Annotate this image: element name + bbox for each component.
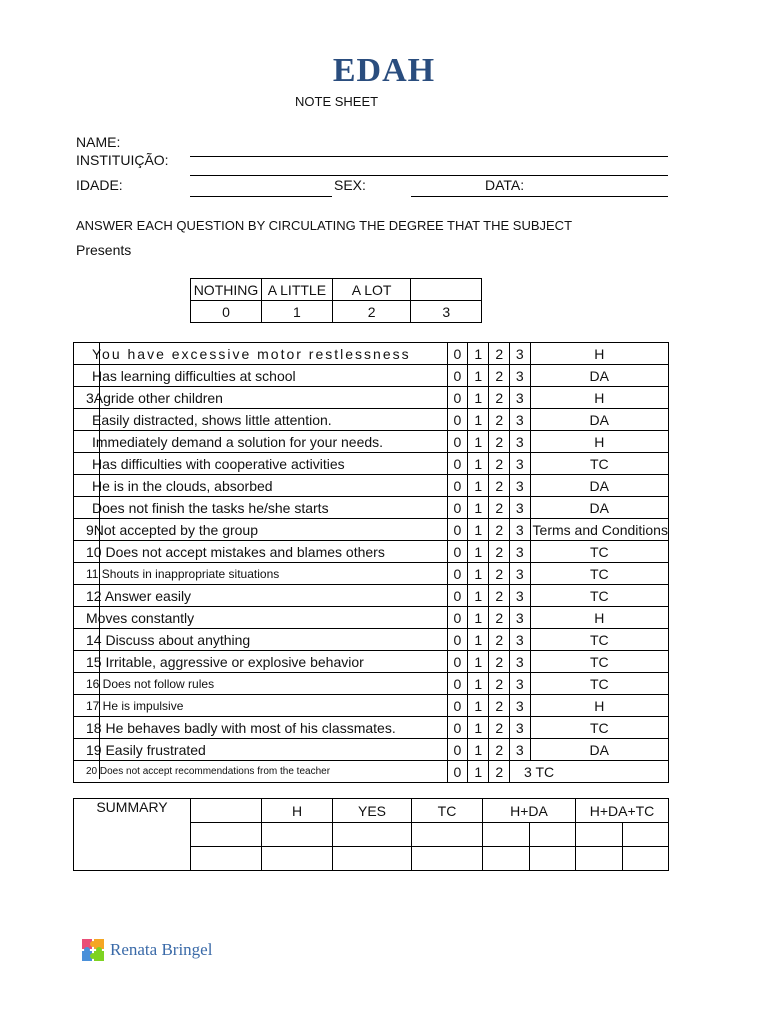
item-score-1[interactable]: 1	[468, 475, 489, 497]
summary-cell[interactable]	[576, 847, 623, 871]
summary-header-tc: TC	[412, 799, 483, 823]
item-score-0[interactable]: 0	[447, 673, 468, 695]
item-score-2[interactable]: 2	[489, 563, 510, 585]
item-question: Immediately demand a solution for your needs.	[74, 431, 448, 453]
summary-cell[interactable]	[412, 823, 483, 847]
item-score-3[interactable]: 3	[510, 453, 531, 475]
item-score-3[interactable]: 3	[510, 739, 531, 761]
item-question: Does not finish the tasks he/she starts	[74, 497, 448, 519]
item-score-0[interactable]: 0	[447, 365, 468, 387]
summary-cell[interactable]	[191, 823, 262, 847]
item-score-1[interactable]: 1	[468, 541, 489, 563]
scale-header-2: A LOT	[332, 279, 411, 301]
item-score-3-category[interactable]: 3 TC	[510, 761, 669, 783]
item-score-3[interactable]: 3	[510, 519, 531, 541]
summary-cell[interactable]	[262, 823, 333, 847]
item-category: H	[530, 431, 668, 453]
item-question: Has learning difficulties at school	[74, 365, 448, 387]
item-row	[74, 497, 669, 519]
item-row	[74, 607, 669, 629]
item-score-3[interactable]: 3	[510, 717, 531, 739]
item-score-2[interactable]: 2	[489, 343, 510, 365]
item-score-2[interactable]: 2	[489, 409, 510, 431]
summary-header-h-da-tc: H+DA+TC	[576, 799, 669, 823]
item-score-0[interactable]: 0	[447, 629, 468, 651]
summary-cell[interactable]	[262, 847, 333, 871]
item-score-3[interactable]: 3	[510, 607, 531, 629]
item-score-0[interactable]: 0	[447, 695, 468, 717]
item-score-2[interactable]: 2	[489, 431, 510, 453]
logo	[80, 937, 212, 963]
item-row	[74, 365, 669, 387]
item-category: TC	[530, 629, 668, 651]
item-score-2[interactable]: 2	[489, 695, 510, 717]
item-score-3[interactable]: 3	[510, 629, 531, 651]
item-question: 18 He behaves badly with most of his classmates.	[74, 717, 448, 739]
item-row	[74, 629, 669, 651]
item-score-1[interactable]: 1	[468, 695, 489, 717]
item-score-3[interactable]: 3	[510, 431, 531, 453]
item-category: H	[530, 695, 668, 717]
item-score-2[interactable]: 2	[489, 541, 510, 563]
summary-cell[interactable]	[529, 847, 576, 871]
age-label: IDADE:	[76, 177, 123, 193]
item-score-2[interactable]: 2	[489, 761, 510, 783]
item-score-3[interactable]: 3	[510, 695, 531, 717]
summary-cell[interactable]	[483, 823, 530, 847]
item-score-1[interactable]: 1	[468, 431, 489, 453]
puzzle-logo-icon	[80, 937, 106, 963]
summary-cell[interactable]	[412, 847, 483, 871]
summary-cell[interactable]	[576, 823, 623, 847]
item-category: Terms and Conditions	[530, 519, 668, 541]
institution-line[interactable]	[190, 175, 668, 176]
item-score-1[interactable]: 1	[468, 519, 489, 541]
item-score-3[interactable]: 3	[510, 651, 531, 673]
item-question: 14 Discuss about anything	[74, 629, 448, 651]
item-score-1[interactable]: 1	[468, 739, 489, 761]
item-score-3[interactable]: 3	[510, 673, 531, 695]
item-question: 12 Answer easily	[74, 585, 448, 607]
item-category: H	[530, 387, 668, 409]
summary-header-yes: YES	[333, 799, 412, 823]
item-score-2[interactable]: 2	[489, 629, 510, 651]
item-score-0[interactable]: 0	[447, 541, 468, 563]
item-score-0[interactable]: 0	[447, 409, 468, 431]
item-category: H	[530, 607, 668, 629]
name-line[interactable]	[190, 156, 668, 157]
item-score-1[interactable]: 1	[468, 453, 489, 475]
items-table	[73, 342, 669, 783]
scale-header-1: A LITTLE	[261, 279, 332, 301]
date-label: DATA:	[485, 177, 525, 193]
summary-cell[interactable]	[191, 847, 262, 871]
item-score-2[interactable]: 2	[489, 387, 510, 409]
document-title: EDAH	[332, 52, 436, 89]
item-score-2[interactable]: 2	[489, 475, 510, 497]
item-score-0[interactable]: 0	[447, 497, 468, 519]
item-score-0[interactable]: 0	[447, 717, 468, 739]
item-question: 15 Irritable, aggressive or explosive behavior	[74, 651, 448, 673]
scale-value-2: 2	[332, 301, 411, 323]
item-score-1[interactable]: 1	[468, 563, 489, 585]
item-score-0[interactable]: 0	[447, 739, 468, 761]
item-row	[74, 541, 669, 563]
item-row	[74, 739, 669, 761]
item-score-1[interactable]: 1	[468, 607, 489, 629]
institution-label: INSTITUIÇÃO:	[76, 152, 169, 168]
item-row	[74, 453, 669, 475]
item-score-1[interactable]: 1	[468, 365, 489, 387]
item-row	[74, 519, 669, 541]
item-score-1[interactable]: 1	[468, 673, 489, 695]
item-question: 20 Does not accept recommendations from the teacher	[74, 761, 448, 783]
item-row	[74, 563, 669, 585]
item-score-1[interactable]: 1	[468, 497, 489, 519]
item-score-2[interactable]: 2	[489, 365, 510, 387]
item-score-3[interactable]: 3	[510, 585, 531, 607]
scale-value-3: 3	[411, 301, 482, 323]
item-row	[74, 343, 669, 365]
scale-table	[190, 278, 482, 323]
item-row	[74, 585, 669, 607]
item-category: TC	[530, 585, 668, 607]
item-category: DA	[530, 497, 668, 519]
item-score-0[interactable]: 0	[447, 475, 468, 497]
item-score-0[interactable]: 0	[447, 343, 468, 365]
item-row	[74, 761, 669, 783]
item-score-3[interactable]: 3	[510, 475, 531, 497]
item-category: TC	[530, 541, 668, 563]
number-column-divider	[99, 342, 100, 779]
item-score-3[interactable]: 3	[510, 387, 531, 409]
item-score-3[interactable]: 3	[510, 497, 531, 519]
item-score-3[interactable]: 3	[510, 343, 531, 365]
item-question: Has difficulties with cooperative activities	[74, 453, 448, 475]
summary-cell[interactable]	[622, 847, 669, 871]
name-label: NAME:	[76, 134, 121, 150]
item-score-2[interactable]: 2	[489, 497, 510, 519]
scale-header-0: NOTHING	[191, 279, 262, 301]
summary-cell[interactable]	[333, 823, 412, 847]
summary-header-blank	[191, 799, 262, 823]
item-score-1[interactable]: 1	[468, 761, 489, 783]
item-score-2[interactable]: 2	[489, 651, 510, 673]
item-score-0[interactable]: 0	[447, 387, 468, 409]
item-question: 16 Does not follow rules	[74, 673, 448, 695]
item-category: TC	[530, 673, 668, 695]
scale-value-0: 0	[191, 301, 262, 323]
item-question: Moves constantly	[74, 607, 448, 629]
logo-text: Renata Bringel	[110, 940, 213, 959]
instructions-line2: Presents	[76, 242, 132, 258]
summary-cell[interactable]	[529, 823, 576, 847]
sex-label: SEX:	[334, 177, 366, 193]
item-row	[74, 409, 669, 431]
item-score-0[interactable]: 0	[447, 651, 468, 673]
item-score-0[interactable]: 0	[447, 761, 468, 783]
summary-table	[73, 798, 669, 871]
item-score-1[interactable]: 1	[468, 585, 489, 607]
item-category: TC	[530, 651, 668, 673]
item-score-0[interactable]: 0	[447, 453, 468, 475]
item-category: H	[530, 343, 668, 365]
item-question: 11 Shouts in inappropriate situations	[74, 563, 448, 585]
item-row	[74, 717, 669, 739]
item-score-3[interactable]: 3	[510, 365, 531, 387]
item-score-2[interactable]: 2	[489, 519, 510, 541]
item-score-2[interactable]: 2	[489, 585, 510, 607]
scale-value-1: 1	[261, 301, 332, 323]
summary-label: SUMMARY	[74, 799, 191, 871]
summary-header-h-da: H+DA	[483, 799, 576, 823]
item-question: Easily distracted, shows little attention.	[74, 409, 448, 431]
item-score-0[interactable]: 0	[447, 431, 468, 453]
item-score-0[interactable]: 0	[447, 607, 468, 629]
item-score-0[interactable]: 0	[447, 519, 468, 541]
item-row	[74, 475, 669, 497]
item-row	[74, 431, 669, 453]
item-score-2[interactable]: 2	[489, 673, 510, 695]
item-category: DA	[530, 409, 668, 431]
item-score-1[interactable]: 1	[468, 717, 489, 739]
item-score-2[interactable]: 2	[489, 739, 510, 761]
item-question: 10 Does not accept mistakes and blames others	[74, 541, 448, 563]
item-question: 3Agride other children	[74, 387, 448, 409]
instructions-line1: ANSWER EACH QUESTION BY CIRCULATING THE DEGREE THAT THE SUBJECT	[76, 218, 573, 233]
item-score-0[interactable]: 0	[447, 563, 468, 585]
item-question: 19 Easily frustrated	[74, 739, 448, 761]
item-question: He is in the clouds, absorbed	[74, 475, 448, 497]
item-score-2[interactable]: 2	[489, 717, 510, 739]
item-row	[74, 673, 669, 695]
item-row	[74, 695, 669, 717]
age-line[interactable]	[190, 196, 332, 197]
item-score-1[interactable]: 1	[468, 629, 489, 651]
item-question: 9Not accepted by the group	[74, 519, 448, 541]
item-question: 17 He is impulsive	[74, 695, 448, 717]
item-question: You have excessive motor restlessness	[74, 343, 448, 365]
scale-header-3	[411, 279, 482, 301]
item-row	[74, 651, 669, 673]
summary-cell[interactable]	[333, 847, 412, 871]
item-category: TC	[530, 453, 668, 475]
item-score-1[interactable]: 1	[468, 343, 489, 365]
item-category: TC	[530, 563, 668, 585]
item-category: TC	[530, 717, 668, 739]
item-score-0[interactable]: 0	[447, 585, 468, 607]
item-category: DA	[530, 739, 668, 761]
date-line[interactable]	[411, 196, 668, 197]
summary-header-h: H	[262, 799, 333, 823]
item-score-1[interactable]: 1	[468, 387, 489, 409]
summary-cell[interactable]	[622, 823, 669, 847]
item-score-1[interactable]: 1	[468, 651, 489, 673]
item-row	[74, 387, 669, 409]
item-category: DA	[530, 475, 668, 497]
item-score-2[interactable]: 2	[489, 607, 510, 629]
item-score-3[interactable]: 3	[510, 541, 531, 563]
item-score-3[interactable]: 3	[510, 409, 531, 431]
document-subtitle: NOTE SHEET	[295, 94, 379, 109]
item-score-1[interactable]: 1	[468, 409, 489, 431]
item-score-2[interactable]: 2	[489, 453, 510, 475]
item-category: DA	[530, 365, 668, 387]
item-score-3[interactable]: 3	[510, 563, 531, 585]
summary-cell[interactable]	[483, 847, 530, 871]
